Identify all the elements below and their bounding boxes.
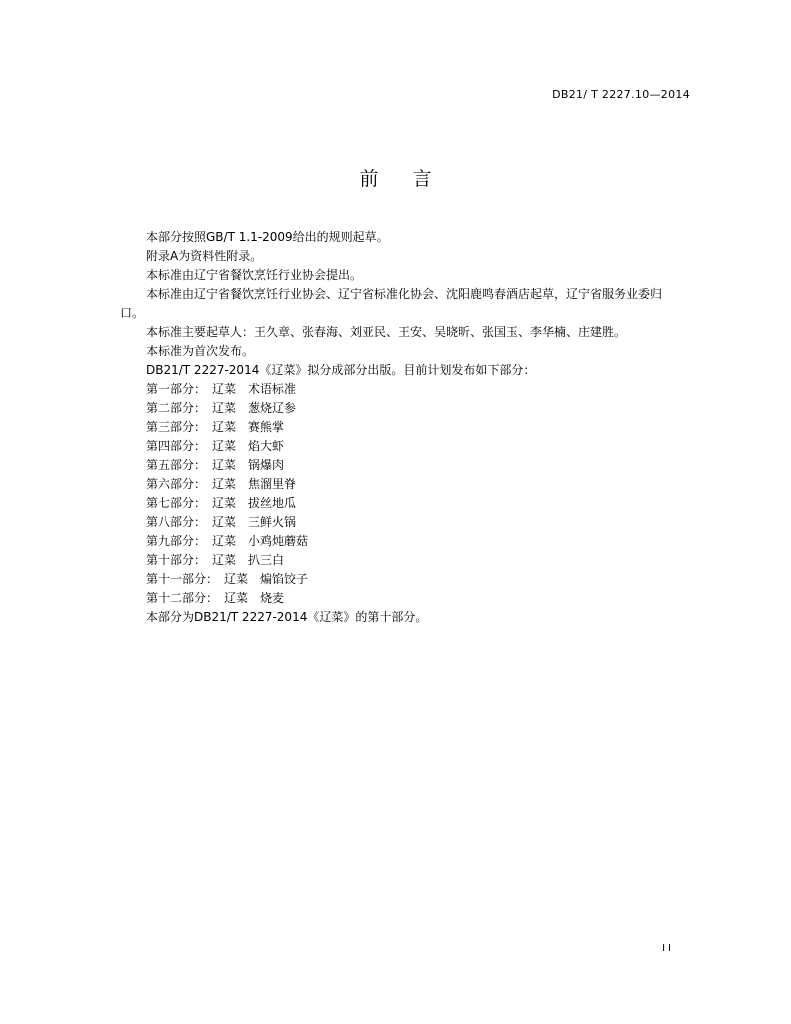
part-number: 第三部分：	[146, 420, 207, 434]
part-dish: 焦溜里脊	[248, 477, 297, 491]
part-category: 辽菜	[212, 439, 237, 453]
part-category: 辽菜	[224, 591, 249, 605]
part-category: 辽菜	[212, 515, 237, 529]
list-item	[120, 513, 671, 532]
list-item	[120, 380, 671, 399]
part-category: 辽菜	[212, 477, 237, 491]
parts-list	[120, 380, 671, 608]
part-category: 辽菜	[212, 458, 237, 472]
paragraph-first-release: 本标准为首次发布。	[146, 344, 255, 358]
list-item	[120, 418, 671, 437]
paragraph-closing: 本部分为DB21/T 2227-2014《辽菜》的第十部分。	[146, 610, 428, 624]
part-number: 第五部分：	[146, 458, 207, 472]
list-item	[120, 399, 671, 418]
part-category: 辽菜	[212, 553, 237, 567]
part-number: 第一部分：	[146, 382, 207, 396]
paragraph-main-drafters: 本标准主要起草人：王久章、张春海、刘亚民、王安、吴晓昕、张国玉、李华楠、庄建胜。	[146, 325, 627, 339]
list-item	[120, 494, 671, 513]
list-item	[120, 589, 671, 608]
paragraph-proposer: 本标准由辽宁省餐饮烹饪行业协会提出。	[146, 268, 363, 282]
paragraph-drafting-rules: 本部分按照GB/T 1.1-2009给出的规则起草。	[146, 230, 389, 244]
part-number: 第九部分：	[146, 534, 207, 548]
paragraph-drafters-org: 本标准由辽宁省餐饮烹饪行业协会、辽宁省标准化协会、沈阳鹿鸣春酒店起草，辽宁省服务业委归口。	[120, 287, 663, 320]
part-category: 辽菜	[212, 420, 237, 434]
part-number: 第六部分：	[146, 477, 207, 491]
part-number: 第四部分：	[146, 439, 207, 453]
part-dish: 焰大虾	[248, 439, 285, 453]
part-dish: 赛熊掌	[248, 420, 285, 434]
list-item	[120, 551, 671, 570]
part-dish: 拔丝地瓜	[248, 496, 297, 510]
part-dish: 煸馅饺子	[260, 572, 309, 586]
part-dish: 小鸡炖蘑菇	[248, 534, 309, 548]
part-number: 第十一部分：	[146, 572, 219, 586]
preface-body	[120, 228, 671, 627]
document-code: DB21/ T 2227.10—2014	[552, 88, 690, 101]
list-item	[120, 456, 671, 475]
part-dish: 烧麦	[260, 591, 285, 605]
part-number: 第八部分：	[146, 515, 207, 529]
part-category: 辽菜	[212, 382, 237, 396]
paragraph-appendix: 附录A为资料性附录。	[146, 249, 263, 263]
page-title: 前言	[359, 168, 466, 190]
part-dish: 扒三白	[248, 553, 285, 567]
part-category: 辽菜	[212, 401, 237, 415]
paragraph-parts-intro: DB21/T 2227-2014《辽菜》拟分成部分出版。目前计划发布如下部分：	[146, 363, 536, 377]
part-category: 辽菜	[224, 572, 249, 586]
list-item	[120, 475, 671, 494]
part-dish: 三鲜火锅	[248, 515, 297, 529]
list-item	[120, 532, 671, 551]
part-dish: 锅爆肉	[248, 458, 285, 472]
list-item	[120, 570, 671, 589]
part-dish: 术语标准	[248, 382, 297, 396]
part-category: 辽菜	[212, 534, 237, 548]
part-dish: 葱烧辽参	[248, 401, 297, 415]
part-number: 第二部分：	[146, 401, 207, 415]
page-number: II	[662, 943, 674, 954]
part-number: 第十部分：	[146, 553, 207, 567]
list-item	[120, 437, 671, 456]
part-number: 第七部分：	[146, 496, 207, 510]
part-category: 辽菜	[212, 496, 237, 510]
part-number: 第十二部分：	[146, 591, 219, 605]
